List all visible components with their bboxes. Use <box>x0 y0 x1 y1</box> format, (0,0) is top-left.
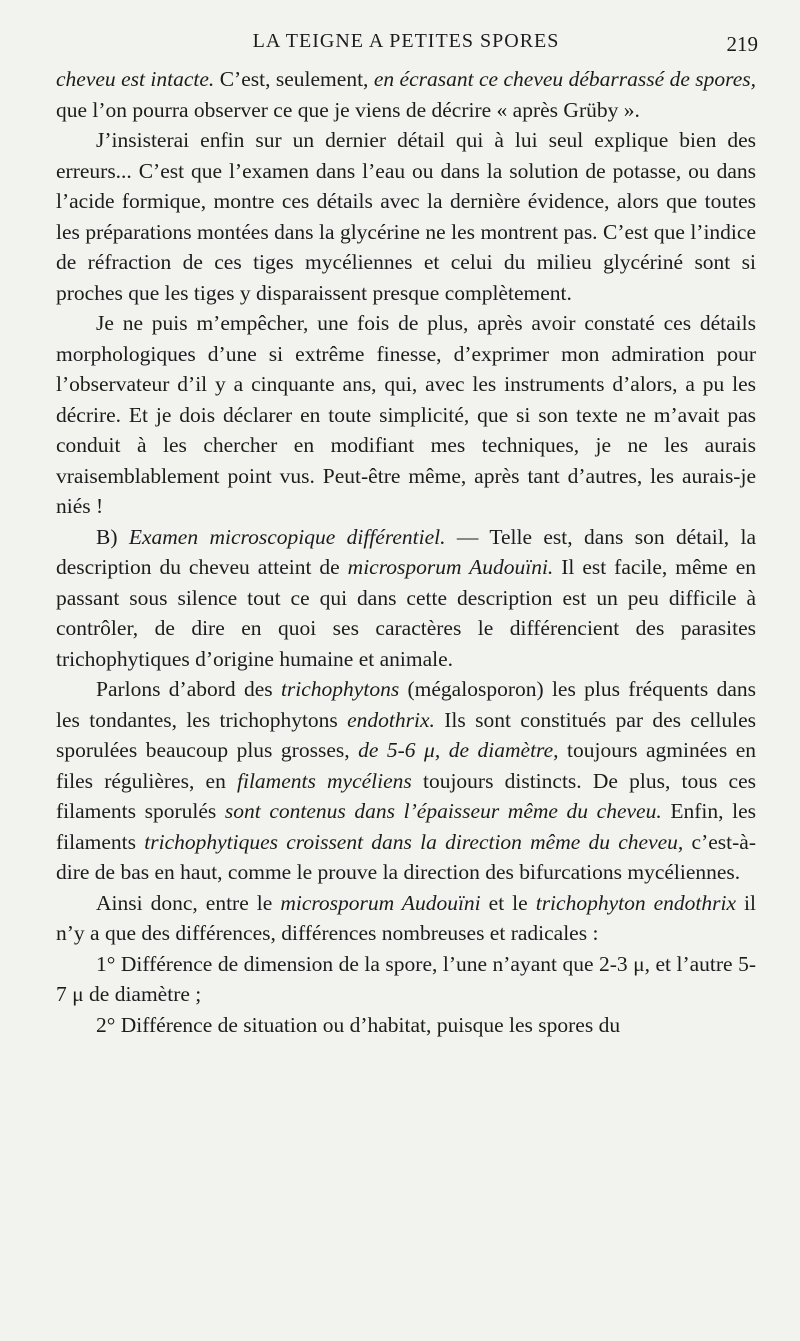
italic-run: Examen microscopique différentiel. <box>128 524 446 549</box>
text-run: 1° Différence de dimension de la spore, l’une n’ayant que 2-3 μ, et l’autre 5-7 μ de diamètre ; <box>56 951 756 1006</box>
paragraph-5-trichophytons <box>56 674 756 888</box>
text-run: toujours distincts. De plus, tous ces filaments sporulés <box>56 768 756 823</box>
list-item-2 <box>56 1010 756 1041</box>
text-run: Enfin, les filaments <box>56 799 756 854</box>
italic-run: cheveu est intacte. <box>56 67 215 91</box>
text-run: Je ne puis m’empêcher, une fois de plus, après avoir constaté ces détails morphologiques d’une si extrême finesse, d’exprimer mon admiration pour l’observateur d’il y a cinquante ans, qui, avec les instruments d’alors, a pu les décrire. Et je dois déclarer en toute simplicité, que si son texte ne m’avait pas conduit à les chercher en modifiant mes techniques, je ne les aurais vraisemblablement point vus. Peut-être même, après tant d’autres, les aurais-je niés ! <box>56 311 756 518</box>
page-header <box>56 26 756 64</box>
text-run: — Telle est, dans son détail, la description du cheveu atteint de <box>56 524 756 579</box>
text-run: toujours agminées en files régulières, en <box>56 738 756 793</box>
italic-run: trichophytons <box>280 677 400 701</box>
italic-run: endothrix. <box>347 707 435 732</box>
text-run: 2° Différence de situation ou d’habitat, puisque les spores du <box>96 1012 621 1037</box>
text-run: Il est facile, même en passant sous silence tout ce qui dans cette description est un peu difficile à contrôler, de dire en quoi ses caractères le différencient des parasites trichophytiques d’origine humaine et animale. <box>56 555 756 671</box>
text-run: c’est-à-dire de bas en haut, comme le prouve la direction des bifurcations mycéliennes. <box>56 829 756 884</box>
text-run: que l’on pourra observer ce que je viens de décrire « après Grüby ». <box>56 97 640 122</box>
italic-run: filaments mycéliens <box>237 768 412 793</box>
paragraph-2 <box>56 125 756 308</box>
text-run: Parlons d’abord des <box>96 677 281 701</box>
paragraph-1 <box>56 64 756 125</box>
italic-run: sont contenus dans l’épaisseur même du cheveu. <box>224 799 662 823</box>
running-title: LA TEIGNE A PETITES SPORES <box>252 30 560 52</box>
text-run: (mégalosporon) les plus fréquents dans les tondantes, les trichophytons <box>56 677 756 732</box>
italic-run: trichophytiques croissent dans la direction même du cheveu, <box>144 829 684 854</box>
list-item-1 <box>56 949 756 1010</box>
paragraph-4-examen-differentiel <box>56 522 756 675</box>
text-run: il n’y a que des différences, différences nombreuses et radicales : <box>56 890 756 945</box>
paragraph-6-ainsi-donc <box>56 888 756 949</box>
text-run: et le <box>480 890 536 915</box>
book-page <box>56 26 756 1040</box>
italic-run: de 5-6 μ, de diamètre, <box>358 738 559 762</box>
text-run: C’est, seulement, <box>214 67 374 91</box>
body-text <box>56 64 756 1040</box>
italic-run: microsporum Audouïni. <box>347 555 554 579</box>
italic-run: trichophyton endothrix <box>535 890 737 915</box>
text-run: Ainsi donc, entre le <box>96 890 281 915</box>
paragraph-3 <box>56 308 756 522</box>
italic-run: microsporum Audouïni <box>280 890 481 915</box>
text-run: B) <box>96 524 129 549</box>
text-run: Ils sont constitués par des cellules sporulées beaucoup plus grosses, <box>56 707 757 762</box>
text-run: J’insisterai enfin sur un dernier détail qui à lui seul explique bien des erreurs... C’est que l’examen dans l’eau ou dans la solution de potasse, ou dans l’acide formique, montre ces détails avec la dernière évidence, alors que toutes les préparations montées dans la glycérine ne les montrent pas. C’est que l’indice de réfraction de ces tiges mycéliennes et celui du milieu glycériné sont si proches que les tiges y disparaissent presque complètement. <box>56 128 756 305</box>
page-number: 219 <box>726 32 758 56</box>
italic-run: en écrasant ce cheveu débarrassé de spores, <box>373 67 756 91</box>
